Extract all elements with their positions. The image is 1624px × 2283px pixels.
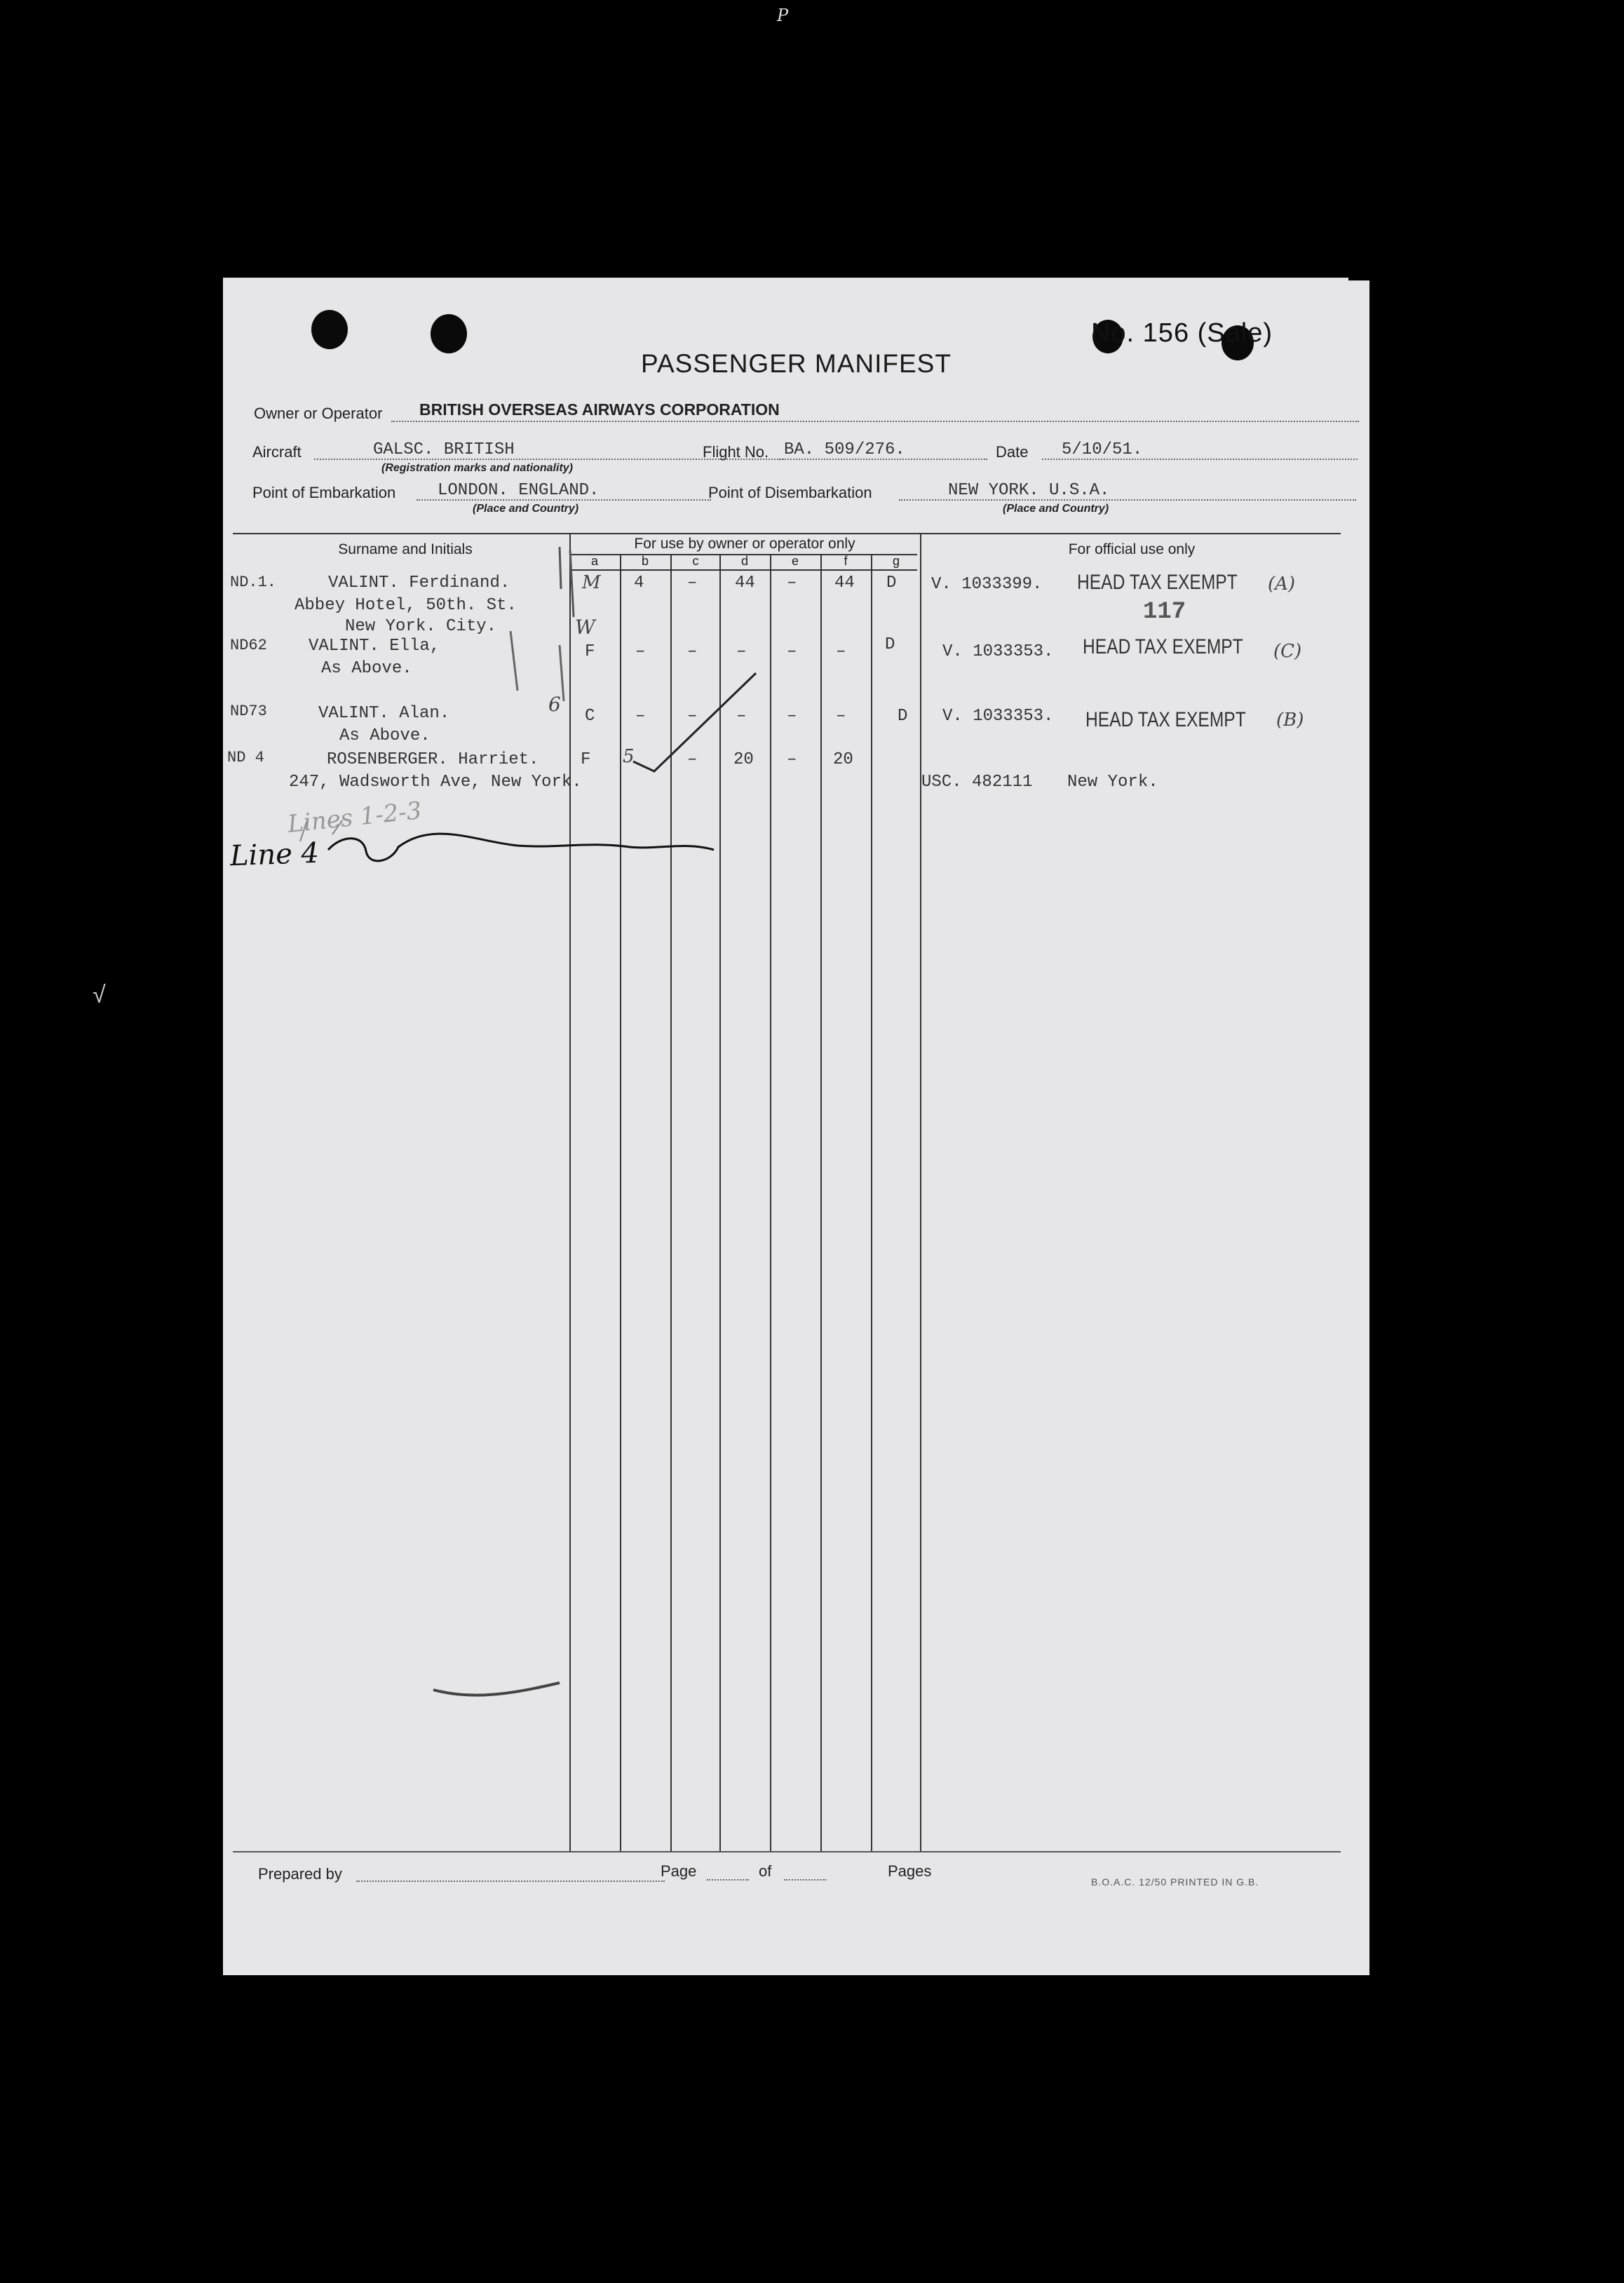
disembark-label: Point of Disembarkation <box>708 484 872 501</box>
head-tax-stamp: HEAD TAX EXEMPT <box>1077 571 1238 594</box>
handwritten-mark: (C) <box>1273 641 1302 662</box>
printer-note: B.O.A.C. 12/50 PRINTED IN G.B. <box>1091 1876 1259 1888</box>
head-tax-stamp: HEAD TAX EXEMPT <box>1085 708 1246 731</box>
operator-column-header: For use by owner or operator only <box>634 536 855 552</box>
visa-number: V. 1033399. <box>931 575 1043 594</box>
cell-a: F <box>581 750 591 769</box>
subcol-d: d <box>740 554 748 568</box>
cell-f: 44 <box>834 574 855 592</box>
cell-c: – <box>687 574 698 592</box>
cell-f: – <box>836 642 846 661</box>
line4-note: Line 4 <box>229 836 320 873</box>
margin-tick: √ <box>93 982 106 1008</box>
cell-e: – <box>787 750 797 769</box>
row-ref: ND73 <box>230 703 267 720</box>
pages-label: Pages <box>888 1862 932 1880</box>
visa-number: USC. 482111 <box>921 773 1033 792</box>
passenger-name: VALINT. Ella, <box>309 637 440 656</box>
manifest-serial: No. 156 (Sale) <box>1090 318 1273 348</box>
owner-value: BRITISH OVERSEAS AIRWAYS CORPORATION <box>419 400 780 419</box>
passenger-address: New York. City. <box>345 617 497 636</box>
cell-d: 44 <box>735 574 755 592</box>
cell-f: – <box>836 707 846 726</box>
passenger-address: 247, Wadsworth Ave, New York. <box>289 773 582 792</box>
cell-d: 20 <box>733 750 754 769</box>
flight-label: Flight No. <box>703 443 769 461</box>
subcol-c: c <box>692 554 699 568</box>
cell-c: – <box>687 707 698 726</box>
subcol-b: b <box>641 554 649 568</box>
cell-d: – <box>736 642 747 661</box>
subcol-g: g <box>892 554 900 568</box>
visa-number: V. 1033353. <box>942 707 1054 726</box>
cell-d: – <box>736 707 747 726</box>
embark-note: (Place and Country) <box>473 503 579 515</box>
of-line <box>784 1879 826 1881</box>
embark-value: LONDON. ENGLAND. <box>438 481 600 500</box>
aircraft-value: GALSC. BRITISH <box>373 440 515 459</box>
prepared-by-line <box>356 1881 665 1882</box>
handwritten-mark: (A) <box>1268 574 1296 595</box>
passenger-address: As Above. <box>321 659 412 678</box>
owner-label: Owner or Operator <box>254 405 383 422</box>
date-label: Date <box>996 443 1029 461</box>
subcol-f: f <box>844 554 848 568</box>
cell-a: F <box>585 642 595 661</box>
cell-c: – <box>687 750 698 769</box>
cell-a: M <box>582 572 601 593</box>
visa-number: V. 1033353. <box>942 642 1054 661</box>
cell-b: 4 <box>634 574 644 592</box>
cell-b: – <box>635 642 646 661</box>
visa-city: New York. <box>1067 773 1158 792</box>
cell-f: 20 <box>833 750 853 769</box>
prepared-by-label: Prepared by <box>258 1865 342 1883</box>
row-ref: ND62 <box>230 637 267 654</box>
page-label: Page <box>661 1862 697 1880</box>
age-mark: 6 <box>548 693 561 716</box>
subcol-e: e <box>791 554 799 568</box>
row-ref: ND.1. <box>230 574 277 591</box>
date-value: 5/10/51. <box>1062 440 1143 459</box>
official-column-header: For official use only <box>1068 541 1196 557</box>
lines-note: Lines 1-2-3 <box>286 797 424 839</box>
cell-g: D <box>886 574 897 592</box>
age-mark: W <box>575 616 595 639</box>
pen-strokes <box>223 280 1369 1975</box>
cell-g: D <box>898 707 908 726</box>
aircraft-label: Aircraft <box>252 443 302 461</box>
surname-column-header: Surname and Initials <box>338 541 473 557</box>
row-ref: ND 4 <box>227 749 264 766</box>
cell-b: – <box>635 707 646 726</box>
passenger-address: As Above. <box>339 726 431 745</box>
cell-c: – <box>687 642 698 661</box>
page-number: 117 <box>1143 599 1186 625</box>
manifest-sheet <box>223 280 1369 1975</box>
passenger-name: VALINT. Ferdinand. <box>328 574 510 592</box>
cell-e: – <box>787 707 797 726</box>
passenger-name: ROSENBERGER. Harriet. <box>327 750 539 769</box>
disembark-value: NEW YORK. U.S.A. <box>948 481 1110 500</box>
cell-e: – <box>787 642 797 661</box>
passenger-address: Abbey Hotel, 50th. St. <box>295 596 517 615</box>
disembark-note: (Place and Country) <box>1003 503 1109 515</box>
cell-e: – <box>787 574 797 592</box>
subcol-a: a <box>590 554 598 568</box>
of-label: of <box>759 1862 772 1880</box>
flight-value: BA. 509/276. <box>784 440 905 459</box>
passenger-name: VALINT. Alan. <box>318 704 450 723</box>
embark-label: Point of Embarkation <box>252 484 396 501</box>
scan-mark: P <box>777 6 789 25</box>
cell-g: D <box>885 635 895 654</box>
head-tax-stamp: HEAD TAX EXEMPT <box>1083 635 1243 658</box>
cell-b: 5 <box>623 746 635 767</box>
aircraft-note: (Registration marks and nationality) <box>381 462 573 474</box>
footer-rule <box>233 1851 1341 1852</box>
form-title: PASSENGER MANIFEST <box>641 349 952 378</box>
cell-a: C <box>585 707 595 726</box>
handwritten-mark: (B) <box>1276 710 1304 731</box>
page-line <box>707 1879 749 1881</box>
